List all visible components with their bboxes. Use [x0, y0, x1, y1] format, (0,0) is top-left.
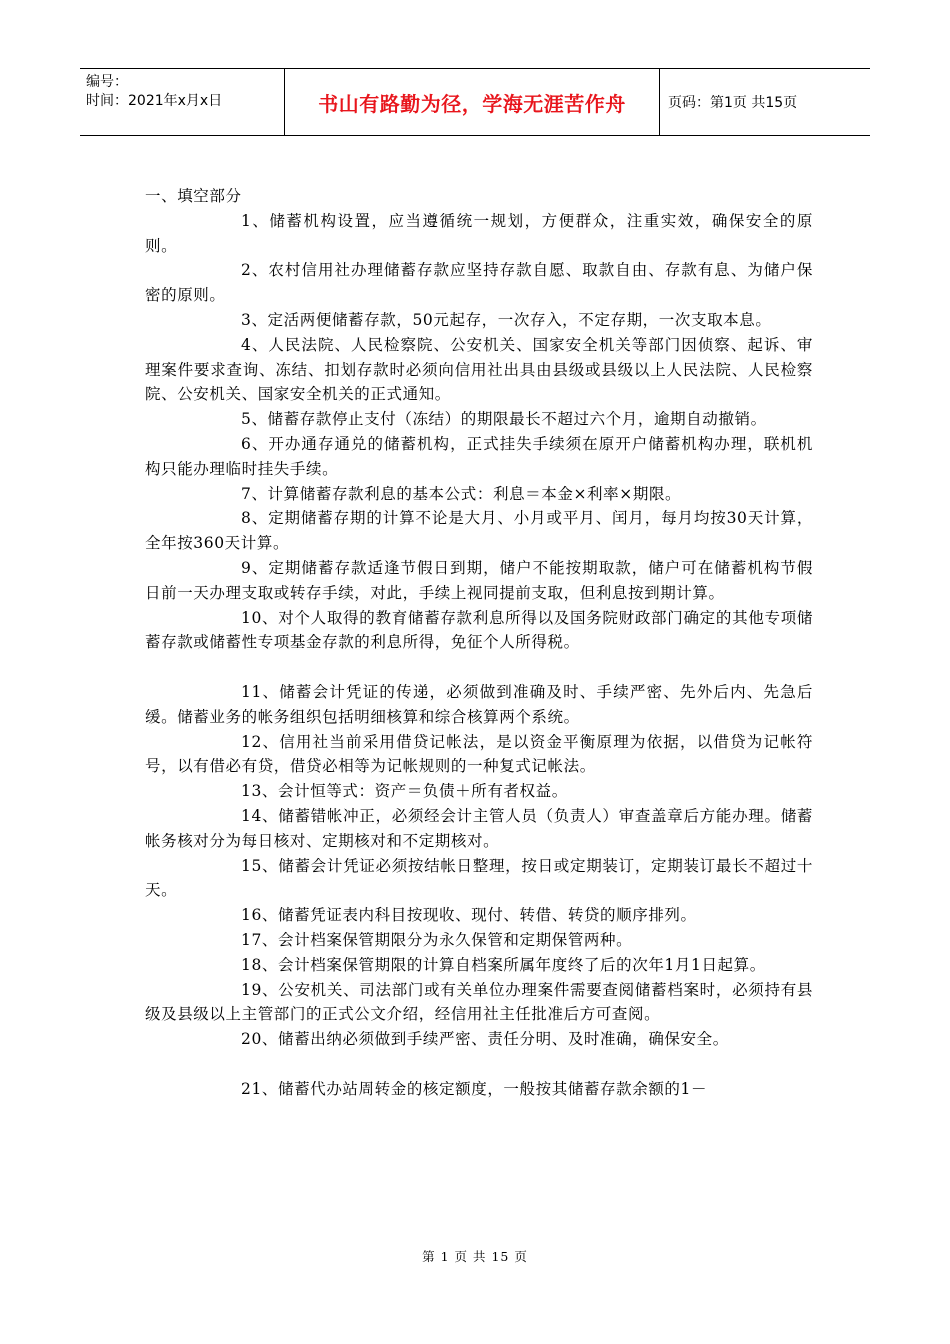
list-item: 15、储蓄会计凭证必须按结帐日整理，按日或定期装订，定期装订最长不超过十天。: [145, 856, 813, 900]
list-item: 14、储蓄错帐冲正，必须经会计主管人员（负责人）审查盖章后方能办理。储蓄帐务核对分为每日核对、定期核对和不定期核对。: [145, 806, 813, 850]
header-motto: 书山有路勤为径，学海无涯苦作舟: [284, 69, 660, 135]
list-item: 17、会计档案保管期限分为永久保管和定期保管两种。: [241, 930, 633, 949]
document-header: [80, 68, 870, 136]
header-page-info: 页码：第1页 共15页: [668, 95, 798, 111]
document-date-label: 时间：2021年x月x日: [86, 93, 223, 109]
list-item: 10、对个人取得的教育储蓄存款利息所得以及国务院财政部门确定的其他专项储蓄存款或储蓄性专项基金存款的利息所得，免征个人所得税。: [145, 608, 813, 652]
list-item: 11、储蓄会计凭证的传递，必须做到准确及时、手续严密、先外后内、先急后缓。储蓄业务的帐务组织包括明细核算和综合核算两个系统。: [145, 682, 813, 726]
list-item: 8、定期储蓄存期的计算不论是大月、小月或平月、闰月，每月均按30天计算，全年按360天计算。: [145, 509, 813, 553]
document-number-label: 编号：: [86, 74, 128, 90]
list-item: 9、定期储蓄存款适逢节假日到期，储户不能按期取款，储户可在储蓄机构节假日前一天办理支取或转存手续，对此，手续上视同提前支取，但利息按到期计算。: [145, 558, 813, 602]
list-item: 20、储蓄出纳必须做到手续严密、责任分明、及时准确，确保安全。: [241, 1030, 729, 1049]
list-item: 16、储蓄凭证表内科目按现收、现付、转借、转贷的顺序排列。: [241, 906, 697, 925]
list-item: 1、储蓄机构设置，应当遵循统一规划，方便群众，注重实效，确保安全的原则。: [145, 211, 813, 255]
header-meta: [80, 69, 284, 135]
document-body: [145, 184, 813, 1101]
section-title: 一、填空部分: [145, 187, 242, 205]
list-item: 6、开办通存通兑的储蓄机构，正式挂失手续须在原开户储蓄机构办理，联机机构只能办理临时挂失手续。: [145, 434, 813, 478]
list-item: 3、定活两便储蓄存款，50元起存，一次存入，不定存期，一次支取本息。: [241, 310, 772, 329]
list-item: 21、储蓄代办站周转金的核定额度，一般按其储蓄存款余额的1－: [241, 1079, 708, 1098]
list-item: 2、农村信用社办理储蓄存款应坚持存款自愿、取款自由、存款有息、为储户保密的原则。: [145, 261, 813, 305]
list-item: 13、会计恒等式：资产＝负债＋所有者权益。: [241, 782, 568, 801]
list-item: 7、计算储蓄存款利息的基本公式：利息＝本金×利率×期限。: [241, 484, 682, 503]
page-footer: 第 1 页 共 15 页: [422, 1249, 528, 1264]
list-item: 5、储蓄存款停止支付（冻结）的期限最长不超过六个月，逾期自动撤销。: [241, 410, 767, 429]
list-item: 12、信用社当前采用借贷记帐法，是以资金平衡原理为依据，以借贷为记帐符号，以有借必有贷，借贷必相等为记帐规则的一种复式记帐法。: [145, 732, 813, 776]
list-item: 18、会计档案保管期限的计算自档案所属年度终了后的次年1月1日起算。: [241, 955, 766, 974]
list-item: 4、人民法院、人民检察院、公安机关、国家安全机关等部门因侦察、起诉、审理案件要求查询、冻结、扣划存款时必须向信用社出具由县级或县级以上人民法院、人民检察院、公安机关、国家安全机关的正式通知。: [145, 335, 813, 404]
list-item: 19、公安机关、司法部门或有关单位办理案件需要查阅储蓄档案时，必须持有县级及县级以上主管部门的正式公文介绍，经信用社主任批准后方可查阅。: [145, 980, 813, 1024]
